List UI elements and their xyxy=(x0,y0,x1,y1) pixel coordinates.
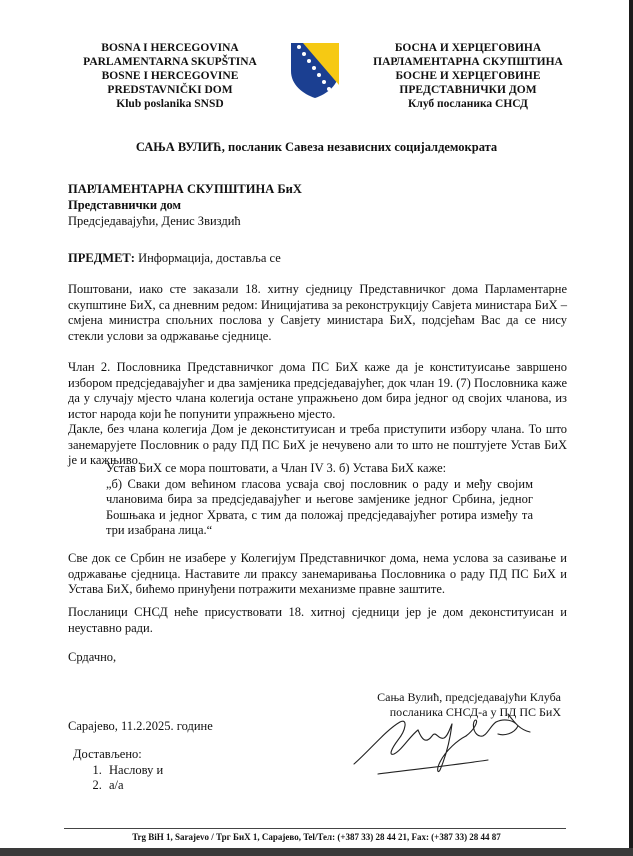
scan-edge-bottom xyxy=(0,848,633,856)
recipient-house: Представнички дом xyxy=(68,198,182,212)
subject-text: Информација, доставља се xyxy=(134,251,281,265)
subject-line xyxy=(68,251,567,267)
signer-title: посланика СНСД-а у ПД ПС БиХ xyxy=(389,705,561,719)
header-cyrillic-line: ПАРЛАМЕНТАРНА СКУПШТИНА xyxy=(373,56,563,68)
delivery-label: Достављено: xyxy=(73,747,142,761)
header-cyrillic-line: Клуб посланика СНСД xyxy=(408,98,528,110)
quote-intro: Устав БиХ се мора поштовати, а Члан IV 3. б) Устава БиХ каже: xyxy=(106,461,447,475)
paragraph-2-text: Члан 2. Пословника Представничког дома ПС БиХ каже да је конституисање завршено избором предсједавајућег и два замјеника предсједавајућег, док члан 19. (7) Пословника каже да у случају мјесто члана колегија остане упражњено дом бира једног од својих чланова, из истог народа који ће попунити упражњено мјесто. xyxy=(68,360,567,421)
paragraph-5: Посланици СНСД неће присуствовати 18. хитној сједници јер је дом деконституисан и неуставно ради. xyxy=(68,605,567,635)
paragraph-4: Све док се Србин не изабере у Колегијум Представничког дома, нема услова за сазивање и одржавање сједница. Наставите ли праксу занемаривања Пословника о раду ПД ПС БиХ и Устава БиХ, бићемо принуђени потражити механизме правне заштите. xyxy=(68,551,567,596)
footer-divider xyxy=(64,828,566,829)
recipient-block xyxy=(68,181,302,229)
header-cyrillic-line: ПРЕДСТАВНИЧКИ ДОМ xyxy=(399,84,537,96)
header-latin-line: BOSNE I HERCEGOVINE xyxy=(101,70,239,82)
recipient-parliament: ПАРЛАМЕНТАРНА СКУПШТИНА БиХ xyxy=(68,182,302,196)
header-latin-line: Klub poslanika SNSD xyxy=(116,98,224,110)
list-item: 1. Наслову и xyxy=(105,763,163,779)
subject-label: ПРЕДМЕТ: xyxy=(68,251,135,265)
signer-name: Сања Вулић, предсједавајући Клуба xyxy=(377,690,561,704)
recipient-chair: Предсједавајући, Денис Звиздић xyxy=(68,214,241,228)
header-cyrillic-line: БОСНА И ХЕРЦЕГОВИНА xyxy=(394,42,542,54)
scan-edge-right xyxy=(629,0,633,856)
footer-contact: Trg BiH 1, Sarajevo / Трг БиХ 1, Сарајево, Tel/Тел: (+387 33) 28 44 21, Fax: (+387 33) 28 44 87 xyxy=(132,832,501,842)
header-latin-line: PARLAMENTARNA SKUPŠTINA xyxy=(83,56,257,68)
header-latin-line: PREDSTAVNIČKI DOM xyxy=(107,84,233,96)
list-item: 2. а/а xyxy=(105,778,163,794)
place-and-date: Сарајево, 11.2.2025. године xyxy=(68,719,213,733)
header-latin-line: BOSNA I HERCEGOVINA xyxy=(101,42,239,54)
coat-of-arms-icon xyxy=(289,41,341,99)
paragraph-1: Поштовани, иако сте заказали 18. хитну сједницу Представничког дома Парламентарне скупштине БиХ, са дневним редом: Иницијатива за реконструкцију Савјета министара БиХ – смјена министра спољних послова у Савјету министара БиХ, подсјећам Вас да се нису стекли услови за одржавање сједнице. xyxy=(68,282,567,343)
author-line: САЊА ВУЛИЋ, посланик Савеза независних социјалдемократа xyxy=(135,140,498,154)
delivery-list xyxy=(73,747,163,794)
header-cyrillic xyxy=(358,41,578,111)
handwritten-signature xyxy=(348,700,538,780)
quote-text: „б) Сваки дом већином гласова усваја свој пословник о раду и међу својим члановима бира за предсједавајућег и његове замјенике једног Србина, једног Бошњака и једног Хрвата, с тим да положај предсједавајућег ротира између та три изабрана лица.“ xyxy=(106,476,533,537)
constitution-quote xyxy=(106,461,533,539)
paragraph-2 xyxy=(68,360,567,469)
closing: Срдачно, xyxy=(68,650,117,664)
header-latin xyxy=(70,41,270,111)
header-cyrillic-line: БОСНЕ И ХЕРЦЕГОВИНЕ xyxy=(395,70,541,82)
paragraph-3-text: Дакле, без члана колегија Дом је деконституисан и треба приступити избору члана. То што занемарујете Пословник о раду ПД ПС БиХ је нечувено али то што не поштујете Устав БиХ је и кажњиво. xyxy=(68,422,567,467)
